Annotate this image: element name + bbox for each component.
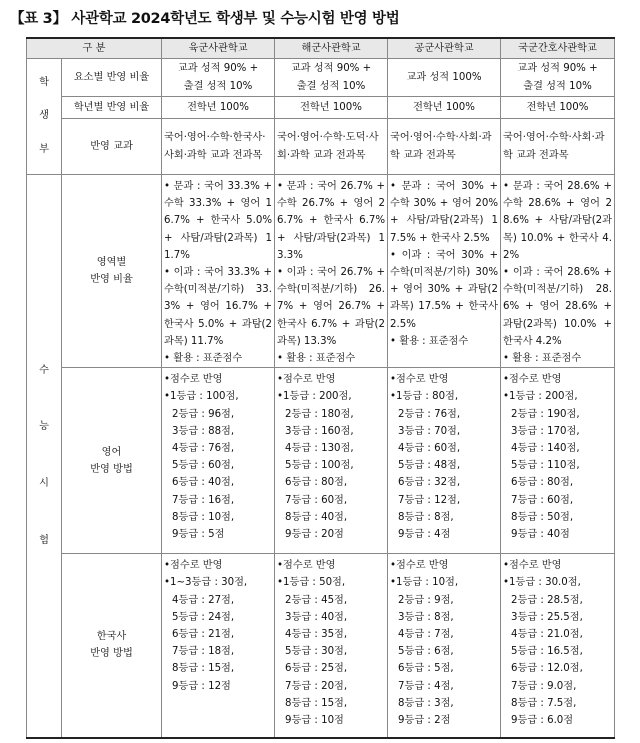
cell	[275, 554, 388, 738]
cell	[501, 368, 615, 554]
list-line: 9등급 : 2점	[398, 715, 451, 727]
list-line: 9등급 : 10점	[285, 715, 344, 727]
list-line: •점수로 반영	[390, 374, 449, 386]
list-line: 4등급 : 35점,	[285, 629, 348, 641]
list-line: 3등급 : 40점,	[285, 611, 348, 623]
list-line: 7등급 : 18점,	[172, 646, 235, 658]
list-line: 8등급 : 3점,	[398, 697, 454, 709]
cell	[162, 368, 275, 554]
list-line: 8등급 : 7.5점,	[511, 697, 577, 709]
list-line: 6등급 : 21점,	[172, 629, 235, 641]
row-subjects	[27, 119, 615, 175]
list-line: 6등급 : 12.0점,	[511, 663, 583, 675]
list-line: 9등급 : 6.0점	[511, 715, 574, 727]
list-line: 8등급 : 10점,	[172, 511, 235, 523]
header-nursing: 국군간호사관학교	[501, 38, 615, 59]
list-line: 7등급 : 9.0점,	[511, 680, 577, 692]
list-line: 5등급 : 30점,	[285, 646, 348, 658]
row-english	[27, 368, 615, 554]
header-row	[27, 38, 615, 59]
list-line: •1등급 : 200점,	[503, 391, 578, 403]
list-line: 4등급 : 7점,	[398, 629, 454, 641]
cell: • 문과 : 국어 30% + 수학 30% + 영어 20% + 사탐/과탐(2과목) 17.5% + 한국사 2.5% • 이과 : 국어 30% + 수학(미적분/기하) 30% + 영어 30% + 과탐(2과목) 17.5% + 한국사 2.5% • 활용 : 표준점수	[388, 175, 501, 368]
list-line: 8등급 : 15점,	[172, 663, 235, 675]
list-line: 4등급 : 76점,	[172, 443, 235, 455]
list-line: 2등급 : 76점,	[398, 408, 461, 420]
list-line: 4등급 : 27점,	[172, 594, 235, 606]
list-line: 5등급 : 110점,	[511, 460, 580, 472]
list-line: 8등급 : 15점,	[285, 697, 348, 709]
list-line: •1등급 : 50점,	[277, 577, 346, 589]
list-line: •점수로 반영	[164, 560, 223, 572]
table-title: 【표 3】 사관학교 2024학년도 학생부 및 수능시험 반영 방법	[10, 11, 400, 27]
list-line: 6등급 : 40점,	[172, 477, 235, 489]
list-line: 3등급 : 170점,	[511, 425, 580, 437]
list-line: 3등급 : 160점,	[285, 425, 354, 437]
list-line: •1등급 : 10점,	[390, 577, 459, 589]
cell	[162, 554, 275, 738]
label-history: 한국사 반영 방법	[62, 554, 162, 738]
list-line: •점수로 반영	[277, 374, 336, 386]
cell: 전학년 100%	[388, 97, 501, 119]
cell: • 문과 : 국어 28.6% + 수학 28.6% + 영어 28.6% + 사탐/과탐(2과목) 10.0% + 한국사 4.2% • 이과 : 국어 28.6% + 수학(미적분/기하) 28.6% + 영어 28.6% + 과탐(2과목) 10.0% + 한국사 4.2% • 활용 : 표준점수	[501, 175, 615, 368]
list-line: •1등급 : 30.0점,	[503, 577, 581, 589]
list-line: 4등급 : 21.0점,	[511, 629, 583, 641]
list-line: 5등급 : 100점,	[285, 460, 354, 472]
list-line: 9등급 : 5점	[172, 529, 225, 541]
row-grade-ratio	[27, 97, 615, 119]
list-line: •1~3등급 : 30점,	[164, 577, 248, 589]
cell: 전학년 100%	[501, 97, 615, 119]
admission-table	[26, 37, 615, 739]
cell: 국어·영어·수학·한국사·사회·과학 교과 전과목	[162, 119, 275, 175]
cell	[275, 368, 388, 554]
header-army: 육군사관학교	[162, 38, 275, 59]
list-line: 7등급 : 60점,	[285, 494, 348, 506]
cell: 국어·영어·수학·사회·과학 교과 전과목	[388, 119, 501, 175]
label-english: 영어 반영 방법	[62, 368, 162, 554]
list-line: 8등급 : 40점,	[285, 511, 348, 523]
list-line: •점수로 반영	[164, 374, 223, 386]
list-line: 3등급 : 70점,	[398, 425, 461, 437]
list-line: 5등급 : 24점,	[172, 611, 235, 623]
list-line: 2등급 : 28.5점,	[511, 594, 583, 606]
list-line: 7등급 : 4점,	[398, 680, 454, 692]
label-grade-ratio: 학년별 반영 비율	[62, 97, 162, 119]
list-line: 2등급 : 9점,	[398, 594, 454, 606]
list-line: 2등급 : 45점,	[285, 594, 348, 606]
row-element-ratio	[27, 59, 615, 97]
list-line: 5등급 : 16.5점,	[511, 646, 583, 658]
list-line: 9등급 : 4점	[398, 529, 451, 541]
cell	[388, 368, 501, 554]
cell: 교과 성적 100%	[388, 59, 501, 97]
cell: • 문과 : 국어 33.3% + 수학 33.3% + 영어 16.7% + 한국사 5.0% + 사탐/과탐(2과목) 11.7% • 이과 : 국어 33.3% + 수학(미적분/기하) 33.3% + 영어 16.7% + 한국사 5.0% + 과탐(2과목) 11.7% • 활용 : 표준점수	[162, 175, 275, 368]
list-line: 7등급 : 16점,	[172, 494, 235, 506]
cell	[501, 554, 615, 738]
row-history	[27, 554, 615, 738]
list-line: 9등급 : 20점	[285, 529, 344, 541]
list-line: 7등급 : 20점,	[285, 680, 348, 692]
label-element-ratio: 요소별 반영 비율	[62, 59, 162, 97]
list-line: 7등급 : 60점,	[511, 494, 574, 506]
label-area-ratio: 영역별 반영 비율	[62, 175, 162, 368]
list-line: 4등급 : 130점,	[285, 443, 354, 455]
list-line: 2등급 : 180점,	[285, 408, 354, 420]
cell: 교과 성적 90% + 출결 성적 10%	[501, 59, 615, 97]
row-area-ratio	[27, 175, 615, 368]
list-line: 5등급 : 48점,	[398, 460, 461, 472]
list-line: 6등급 : 80점,	[511, 477, 574, 489]
list-line: 6등급 : 80점,	[285, 477, 348, 489]
list-line: •점수로 반영	[277, 560, 336, 572]
list-line: 8등급 : 50점,	[511, 511, 574, 523]
cell	[388, 554, 501, 738]
list-line: 9등급 : 12점	[172, 680, 231, 692]
group-csat: 수 능 시 험	[27, 175, 62, 738]
list-line: 6등급 : 25점,	[285, 663, 348, 675]
list-line: •점수로 반영	[503, 560, 562, 572]
list-line: •1등급 : 100점,	[164, 391, 239, 403]
list-line: 6등급 : 5점,	[398, 663, 454, 675]
cell: 전학년 100%	[275, 97, 388, 119]
group-student-record: 학 생 부	[27, 59, 62, 175]
list-line: 4등급 : 60점,	[398, 443, 461, 455]
list-line: 8등급 : 8점,	[398, 511, 454, 523]
header-navy: 해군사관학교	[275, 38, 388, 59]
list-line: 4등급 : 140점,	[511, 443, 580, 455]
list-line: 9등급 : 40점	[511, 529, 570, 541]
label-subjects: 반영 교과	[62, 119, 162, 175]
list-line: 3등급 : 25.5점,	[511, 611, 583, 623]
list-line: •1등급 : 200점,	[277, 391, 352, 403]
list-line: 5등급 : 60점,	[172, 460, 235, 472]
list-line: 2등급 : 190점,	[511, 408, 580, 420]
list-line: 3등급 : 8점,	[398, 611, 454, 623]
cell: 국어·영어·수학·도덕·사회·과학 교과 전과목	[275, 119, 388, 175]
list-line: 7등급 : 12점,	[398, 494, 461, 506]
cell: 국어·영어·수학·사회·과학 교과 전과목	[501, 119, 615, 175]
cell: 전학년 100%	[162, 97, 275, 119]
list-line: 2등급 : 96점,	[172, 408, 235, 420]
cell: 교과 성적 90% + 출결 성적 10%	[275, 59, 388, 97]
list-line: 6등급 : 32점,	[398, 477, 461, 489]
list-line: •점수로 반영	[390, 560, 449, 572]
header-airforce: 공군사관학교	[388, 38, 501, 59]
header-category: 구 분	[27, 38, 162, 59]
list-line: •점수로 반영	[503, 374, 562, 386]
cell: • 문과 : 국어 26.7% + 수학 26.7% + 영어 26.7% + 한국사 6.7% + 사탐/과탐(2과목) 13.3% • 이과 : 국어 26.7% + 수학(미적분/기하) 26.7% + 영어 26.7% + 한국사 6.7% + 과탐(2과목) 13.3% • 활용 : 표준점수	[275, 175, 388, 368]
list-line: 5등급 : 6점,	[398, 646, 454, 658]
list-line: 3등급 : 88점,	[172, 425, 235, 437]
cell: 교과 성적 90% + 출결 성적 10%	[162, 59, 275, 97]
list-line: •1등급 : 80점,	[390, 391, 459, 403]
